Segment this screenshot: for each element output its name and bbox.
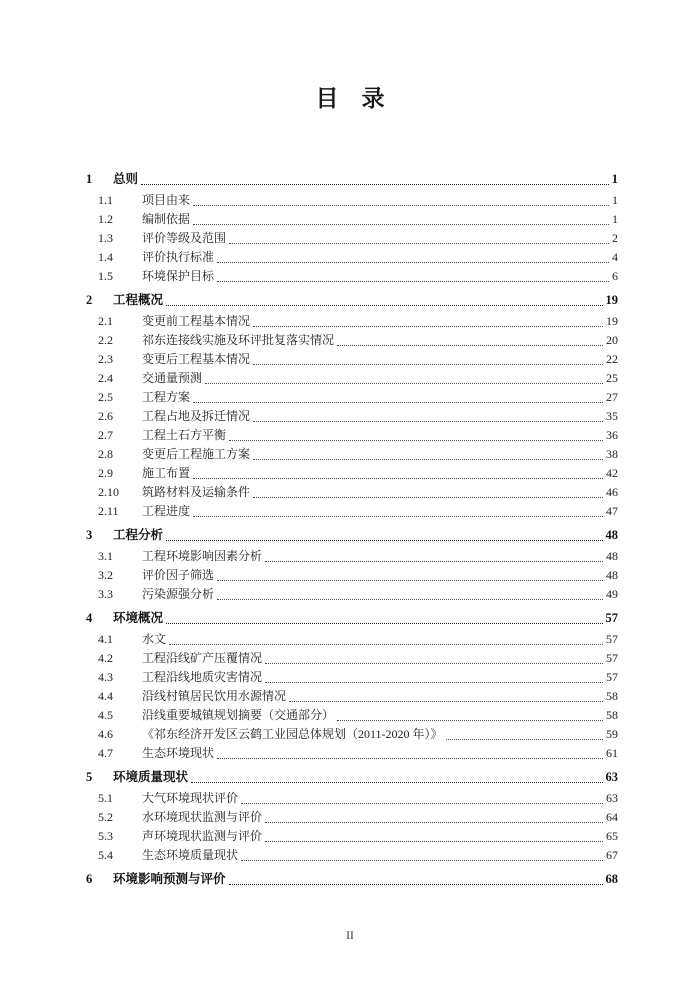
toc-entry-number: 3 [86, 528, 93, 542]
toc-entry-label: 总则 [113, 172, 139, 186]
toc-entry-number: 2.3 [98, 352, 113, 366]
toc-entry-page: 19 [606, 314, 618, 328]
toc-entry [86, 768, 618, 787]
toc-entry-page: 35 [606, 409, 618, 423]
toc-entry [98, 388, 618, 407]
toc-entry-number: 4.5 [98, 708, 113, 722]
toc-entry-label: 祁东连接线实施及环评批复落实情况 [142, 333, 335, 347]
toc-entry [98, 464, 618, 483]
toc-entry [98, 426, 618, 445]
dot-leader [253, 326, 603, 327]
dot-leader [229, 440, 603, 441]
toc-entry [86, 609, 618, 628]
toc-entry-label: 环境质量现状 [113, 770, 189, 784]
toc-entry-number: 4.2 [98, 651, 113, 665]
toc-entry [98, 210, 618, 229]
toc-entry-label: 项目由来 [142, 193, 191, 207]
toc-entry-number: 2.6 [98, 409, 113, 423]
dot-leader [337, 720, 603, 721]
toc-list [86, 170, 618, 889]
toc-entry-label: 工程占地及拆迁情况 [142, 409, 251, 423]
dot-leader [169, 644, 603, 645]
dot-leader [205, 383, 603, 384]
toc-entry-number: 2.5 [98, 390, 113, 404]
toc-entry [86, 526, 618, 545]
dot-leader [337, 345, 603, 346]
toc-entry [98, 706, 618, 725]
toc-entry-label: 水文 [142, 632, 167, 646]
toc-entry-page: 1 [612, 193, 618, 207]
toc-entry-number: 1.3 [98, 231, 113, 245]
toc-entry-label: 评价等级及范围 [142, 231, 227, 245]
toc-entry-number: 5 [86, 770, 93, 784]
toc-entry-label: 工程土石方平衡 [142, 428, 227, 442]
toc-entry-number: 4.4 [98, 689, 113, 703]
toc-entry-label: 评价因子筛选 [142, 568, 215, 582]
page-title: 目 录 [315, 86, 385, 111]
toc-entry-page: 36 [606, 428, 618, 442]
toc-entry-label: 工程沿线矿产压覆情况 [142, 651, 263, 665]
toc-entry [98, 331, 618, 350]
toc-entry-label: 《祁东经济开发区云鹤工业园总体规划（2011-2020 年）》 [142, 727, 443, 741]
toc-entry-label: 施工布置 [142, 466, 191, 480]
toc-entry-label: 生态环境现状 [142, 746, 215, 760]
dot-leader [253, 459, 603, 460]
toc-entry-number: 3.1 [98, 549, 113, 563]
toc-entry [86, 291, 618, 310]
toc-entry [98, 369, 618, 388]
toc-entry-label: 变更前工程基本情况 [142, 314, 251, 328]
dot-leader [265, 841, 603, 842]
toc-entry-page: 19 [605, 293, 618, 307]
toc-entry-label: 交通量预测 [142, 371, 203, 385]
toc-entry-number: 4.6 [98, 727, 113, 741]
toc-entry [98, 630, 618, 649]
toc-entry [98, 229, 618, 248]
dot-leader [265, 682, 603, 683]
toc-entry-page: 58 [606, 689, 618, 703]
toc-entry-page: 57 [606, 632, 618, 646]
dot-leader [265, 561, 603, 562]
toc-entry [98, 191, 618, 210]
toc-entry [98, 789, 618, 808]
toc-entry-number: 2.10 [98, 485, 119, 499]
dot-leader [191, 782, 602, 783]
dot-leader [217, 262, 609, 263]
toc-entry-page: 57 [605, 611, 618, 625]
toc-entry [98, 687, 618, 706]
toc-entry-page: 6 [612, 269, 618, 283]
toc-entry-page: 27 [606, 390, 618, 404]
toc-entry-page: 57 [606, 651, 618, 665]
toc-entry-label: 评价执行标准 [142, 250, 215, 264]
toc-entry [98, 649, 618, 668]
toc-entry [98, 585, 618, 604]
toc-entry [98, 808, 618, 827]
dot-leader [217, 281, 609, 282]
toc-entry-page: 1 [612, 212, 618, 226]
dot-leader [253, 497, 603, 498]
toc-entry [86, 170, 618, 189]
toc-entry [98, 547, 618, 566]
toc-entry-page: 48 [606, 549, 618, 563]
dot-leader [193, 205, 609, 206]
toc-entry-number: 1.1 [98, 193, 113, 207]
toc-entry [98, 445, 618, 464]
toc-entry-number: 2.8 [98, 447, 113, 461]
toc-entry-label: 工程沿线地质灾害情况 [142, 670, 263, 684]
toc-entry-page: 47 [606, 504, 618, 518]
toc-entry-label: 沿线村镇居民饮用水源情况 [142, 689, 287, 703]
toc-entry-number: 1.4 [98, 250, 113, 264]
toc-entry-number: 6 [86, 872, 93, 886]
toc-entry-label: 工程概况 [113, 293, 164, 307]
toc-entry-page: 46 [606, 485, 618, 499]
toc-entry-number: 5.3 [98, 829, 113, 843]
dot-leader [229, 243, 609, 244]
toc-entry-label: 变更后工程施工方案 [142, 447, 251, 461]
footer-page-number: II [346, 930, 354, 942]
toc-entry-number: 2.4 [98, 371, 113, 385]
toc-entry-page: 58 [606, 708, 618, 722]
toc-entry-label: 大气环境现状评价 [142, 791, 239, 805]
toc-entry-number: 2.2 [98, 333, 113, 347]
dot-leader [265, 822, 603, 823]
dot-leader [166, 540, 602, 541]
toc-entry-number: 2.11 [98, 504, 119, 518]
dot-leader [289, 701, 603, 702]
toc-entry-label: 水环境现状监测与评价 [142, 810, 263, 824]
toc-entry-number: 1.2 [98, 212, 113, 226]
toc-entry-label: 工程环境影响因素分析 [142, 549, 263, 563]
toc-entry-page: 57 [606, 670, 618, 684]
toc-entry-page: 20 [606, 333, 618, 347]
toc-entry-number: 3.3 [98, 587, 113, 601]
toc-entry-label: 编制依据 [142, 212, 191, 226]
toc-entry-number: 2.1 [98, 314, 113, 328]
toc-entry-page: 42 [606, 466, 618, 480]
toc-entry-page: 48 [605, 528, 618, 542]
toc-entry-number: 2 [86, 293, 93, 307]
dot-leader [265, 663, 603, 664]
toc-entry-label: 筑路材料及运输条件 [142, 485, 251, 499]
dot-leader [193, 224, 609, 225]
toc-entry [98, 248, 618, 267]
toc-entry-label: 污染源强分析 [142, 587, 215, 601]
toc-entry [98, 725, 618, 744]
toc-entry [98, 483, 618, 502]
toc-entry-page: 65 [606, 829, 618, 843]
dot-leader [193, 402, 603, 403]
toc-entry-number: 3.2 [98, 568, 113, 582]
dot-leader [166, 623, 602, 624]
toc-entry [98, 312, 618, 331]
toc-entry [98, 566, 618, 585]
toc-entry-page: 1 [611, 172, 618, 186]
toc-entry-number: 2.9 [98, 466, 113, 480]
toc-entry-label: 声环境现状监测与评价 [142, 829, 263, 843]
toc-entry [98, 827, 618, 846]
toc-entry-number: 4.3 [98, 670, 113, 684]
toc-entry-page: 4 [612, 250, 618, 264]
toc-entry-number: 5.4 [98, 848, 113, 862]
toc-entry-number: 4.7 [98, 746, 113, 760]
toc-entry [98, 502, 618, 521]
dot-leader [241, 803, 603, 804]
toc-entry-number: 2.7 [98, 428, 113, 442]
toc-entry-page: 63 [605, 770, 618, 784]
toc-entry-page: 2 [612, 231, 618, 245]
toc-entry-page: 48 [606, 568, 618, 582]
toc-entry-number: 1 [86, 172, 93, 186]
dot-leader [193, 516, 603, 517]
dot-leader [229, 884, 603, 885]
dot-leader [446, 739, 603, 740]
dot-leader [253, 421, 603, 422]
toc-entry-number: 5.2 [98, 810, 113, 824]
toc-entry [86, 870, 618, 889]
toc-entry-label: 沿线重要城镇规划摘要（交通部分） [142, 708, 335, 722]
toc-entry-label: 环境保护目标 [142, 269, 215, 283]
toc-entry-number: 4 [86, 611, 93, 625]
toc-entry [98, 267, 618, 286]
dot-leader [217, 758, 603, 759]
toc-entry [98, 744, 618, 763]
toc-entry [98, 846, 618, 865]
dot-leader [166, 305, 602, 306]
toc-entry-page: 61 [606, 746, 618, 760]
toc-entry-label: 工程进度 [142, 504, 191, 518]
toc-entry-label: 变更后工程基本情况 [142, 352, 251, 366]
dot-leader [141, 184, 609, 185]
dot-leader [241, 860, 603, 861]
toc-entry-label: 工程方案 [142, 390, 191, 404]
toc-entry-label: 环境概况 [113, 611, 164, 625]
toc-entry [98, 350, 618, 369]
toc-entry-label: 生态环境质量现状 [142, 848, 239, 862]
toc-entry-page: 63 [606, 791, 618, 805]
toc-entry [98, 407, 618, 426]
dot-leader [253, 364, 603, 365]
toc-entry-label: 工程分析 [113, 528, 164, 542]
toc-entry-page: 49 [606, 587, 618, 601]
toc-entry [98, 668, 618, 687]
toc-entry-number: 1.5 [98, 269, 113, 283]
toc-entry-page: 67 [606, 848, 618, 862]
toc-entry-page: 38 [606, 447, 618, 461]
dot-leader [217, 580, 603, 581]
toc-entry-page: 68 [605, 872, 618, 886]
toc-entry-number: 5.1 [98, 791, 113, 805]
toc-entry-page: 64 [606, 810, 618, 824]
toc-entry-page: 22 [606, 352, 618, 366]
dot-leader [217, 599, 603, 600]
dot-leader [193, 478, 603, 479]
toc-entry-label: 环境影响预测与评价 [113, 872, 226, 886]
toc-entry-page: 25 [606, 371, 618, 385]
toc-entry-number: 4.1 [98, 632, 113, 646]
toc-entry-page: 59 [606, 727, 618, 741]
